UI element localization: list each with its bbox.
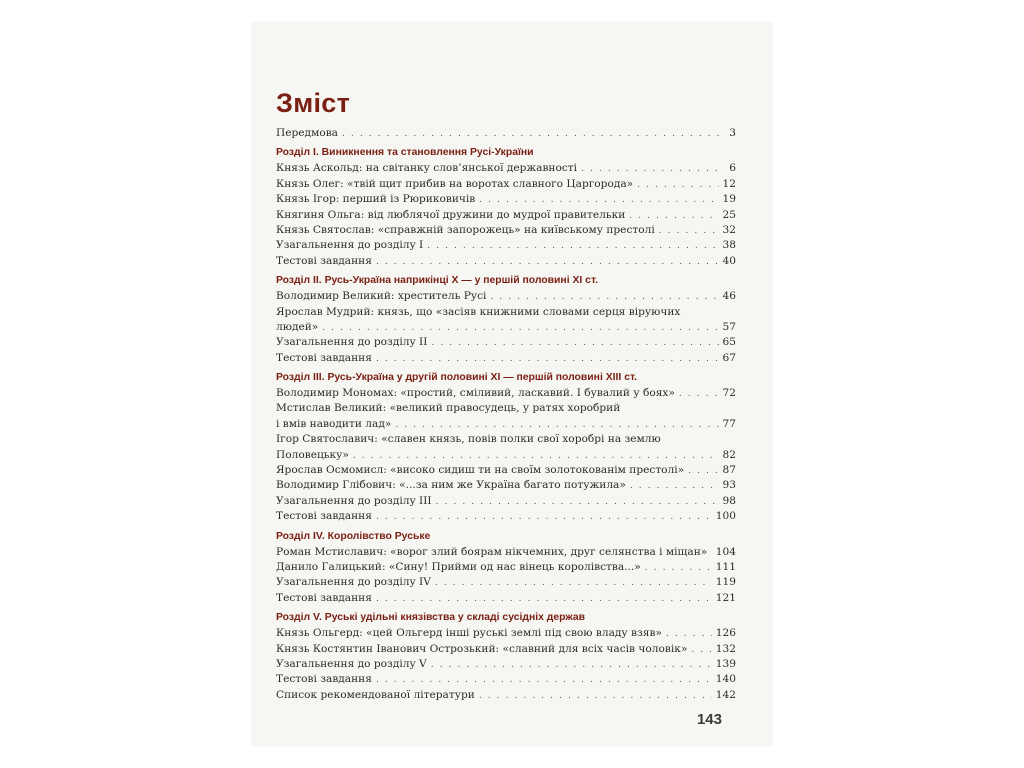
toc-entry-title: Тестові завдання <box>276 673 372 686</box>
toc-entry-title: Володимир Глібович: «...за ним же Україна багато потужила» <box>276 479 626 492</box>
toc-entry-page: 111 <box>715 560 736 573</box>
toc-entry-title: і вмів наводити лад» <box>276 417 392 430</box>
toc-entry-page: 142 <box>715 688 736 701</box>
dot-leader <box>679 387 719 402</box>
section-heading: Розділ ІІ. Русь-Україна наприкінці Х — у першій половині ХІ ст. <box>276 275 599 287</box>
dot-leader <box>711 546 712 561</box>
toc-entry-page: 57 <box>722 320 736 333</box>
dot-leader <box>431 658 712 673</box>
dot-leader <box>322 321 718 336</box>
toc-entry <box>276 386 736 401</box>
toc-entry-outro <box>276 688 736 703</box>
toc-entry <box>276 545 736 560</box>
toc-entry <box>276 591 736 606</box>
toc-entry-title-line: Ярослав Мудрий: князь, що «засіяв книжними словами серця віруючих <box>276 305 681 318</box>
dot-leader <box>659 224 719 239</box>
dot-leader <box>630 479 719 494</box>
toc-entry <box>276 448 736 463</box>
toc-entry-page: 72 <box>722 387 736 400</box>
toc-entry-page: 139 <box>715 657 736 670</box>
dot-leader <box>490 290 718 305</box>
dot-leader <box>479 689 712 704</box>
toc-entry-page: 100 <box>715 510 736 523</box>
toc-entry <box>276 494 736 509</box>
toc-entry-title: Володимир Великий: хреститель Русі <box>276 290 487 303</box>
toc-entry-title: Роман Мстиславич: «ворог злий боярам нікчемних, друг селянства і міщан» <box>276 545 708 558</box>
toc-entry-title: Князь Ігор: перший із Рюриковичів <box>276 193 476 206</box>
dot-leader <box>376 510 712 525</box>
toc-entry-page: 6 <box>729 162 736 175</box>
toc-entry-page: 93 <box>722 479 736 492</box>
toc-entry-page: 82 <box>722 448 736 461</box>
toc-entry-title-line: Мстислав Великий: «великий правосудець, у ратях хоробрий <box>276 402 621 415</box>
toc-entry <box>276 463 736 478</box>
toc-entry-intro <box>276 126 736 141</box>
page-title: Зміст <box>276 88 351 118</box>
toc-entry <box>276 289 736 304</box>
toc-entry-title: Узагальнення до розділу IV <box>276 576 431 589</box>
section-heading: Розділ І. Виникнення та становлення Русі-України <box>276 147 534 159</box>
dot-leader <box>666 627 712 642</box>
toc-entry <box>276 672 736 687</box>
toc-entry <box>276 254 736 269</box>
toc-entry <box>276 223 736 238</box>
dot-leader <box>376 673 712 688</box>
toc-entry-page: 46 <box>722 290 736 303</box>
toc-entry-page: 25 <box>722 208 736 221</box>
toc-entry-page: 65 <box>722 336 736 349</box>
toc-entry-title: Володимир Мономах: «простий, сміливий, ласкавий. І бувалий у боях» <box>276 387 675 400</box>
toc-entry <box>276 560 736 575</box>
toc-entry <box>276 238 736 253</box>
toc-entry <box>276 657 736 672</box>
toc-entry-title: Список рекомендованої літератури <box>276 688 475 701</box>
toc-entry-title-line: Ігор Святославич: «славен князь, повів полки свої хоробрі на землю <box>276 433 661 446</box>
book-page <box>252 22 772 746</box>
toc-entry-page: 67 <box>722 351 736 364</box>
toc-entry-title: Князь Олег: «твій щит прибив на воротах славного Царгорода» <box>276 177 634 190</box>
toc-entry <box>276 192 736 207</box>
dot-leader <box>581 162 722 177</box>
toc-entry-page: 77 <box>722 417 736 430</box>
toc-entry-title: Ярослав Осмомисл: «високо сидиш ти на своїм золотокованім престолі» <box>276 464 685 477</box>
section-heading: Розділ ІІІ. Русь-Україна у другій половині ХІ — першій половині ХІІІ ст. <box>276 372 638 384</box>
dot-leader <box>342 127 722 142</box>
toc-entry-title: Узагальнення до розділу І <box>276 239 424 252</box>
toc-entry-page: 104 <box>715 545 736 558</box>
toc-entry <box>276 177 736 192</box>
toc-entry-page: 32 <box>722 223 736 236</box>
toc-entry-page: 132 <box>715 642 736 655</box>
toc-entry-page: 12 <box>722 177 736 190</box>
dot-leader <box>395 418 718 433</box>
toc-entry-page: 126 <box>715 627 736 640</box>
toc-entry-page: 98 <box>722 494 736 507</box>
toc-entry-title: Узагальнення до розділу V <box>276 657 427 670</box>
section-heading: Розділ V. Руські удільні князівства у складі сусідніх держав <box>276 612 586 624</box>
section-heading: Розділ IV. Королівство Руське <box>276 530 431 542</box>
toc-entry-page: 87 <box>722 464 736 477</box>
toc-entry <box>276 642 736 657</box>
dot-leader <box>637 178 718 193</box>
toc-entry-page: 121 <box>715 591 736 604</box>
toc-entry <box>276 351 736 366</box>
toc-entry-title: Тестові завдання <box>276 351 372 364</box>
toc-entry-page: 19 <box>722 193 736 206</box>
toc-entry <box>276 335 736 350</box>
table-of-contents <box>276 126 736 703</box>
toc-entry-page: 3 <box>729 127 736 139</box>
toc-entry-title: Князь Костянтин Іванович Острозький: «славний для всіх часів чоловік» <box>276 642 688 655</box>
toc-entry <box>276 626 736 641</box>
toc-entry <box>276 575 736 590</box>
toc-entry <box>276 478 736 493</box>
dot-leader <box>376 255 719 270</box>
toc-entry <box>276 417 736 432</box>
dot-leader <box>431 336 718 351</box>
dot-leader <box>691 643 711 658</box>
toc-entry-title: Князь Святослав: «справжній запорожець» на київському престолі <box>276 223 655 236</box>
toc-entry <box>276 509 736 524</box>
toc-entry-title: Княгиня Ольга: від люблячої дружини до мудрої правительки <box>276 208 626 221</box>
toc-entry-title: Князь Аскольд: на світанку слов’янської державності <box>276 162 578 175</box>
toc-entry <box>276 161 736 176</box>
dot-leader <box>427 239 718 254</box>
toc-entry-title: Узагальнення до розділу ІІІ <box>276 494 432 507</box>
dot-leader <box>688 464 718 479</box>
toc-entry-page: 140 <box>715 673 736 686</box>
toc-entry-page: 38 <box>722 239 736 252</box>
page-number: 143 <box>696 711 722 728</box>
toc-entry-title: Тестові завдання <box>276 510 372 523</box>
dot-leader <box>353 449 719 464</box>
toc-entry-title: Данило Галицький: «Сину! Прийми од нас вінець королівства...» <box>276 560 641 573</box>
dot-leader <box>376 592 712 607</box>
toc-entry-title: Тестові завдання <box>276 254 372 267</box>
toc-entry-title: людей» <box>276 320 319 333</box>
toc-entry-title: Передмова <box>276 127 338 139</box>
toc-entry-title: Половецьку» <box>276 448 349 461</box>
dot-leader <box>479 193 718 208</box>
dot-leader <box>376 352 719 367</box>
dot-leader <box>436 495 719 510</box>
toc-entry <box>276 320 736 335</box>
toc-entry-title: Тестові завдання <box>276 591 372 604</box>
toc-entry <box>276 208 736 223</box>
toc-entry-title: Узагальнення до розділу ІІ <box>276 336 428 349</box>
toc-entry-title: Князь Ольгерд: «цей Ольгерд інші руські землі під свою владу взяв» <box>276 627 662 640</box>
dot-leader <box>629 209 718 224</box>
toc-entry-page: 40 <box>722 254 736 267</box>
dot-leader <box>435 576 712 591</box>
toc-entry-page: 119 <box>715 576 736 589</box>
dot-leader <box>645 561 712 576</box>
